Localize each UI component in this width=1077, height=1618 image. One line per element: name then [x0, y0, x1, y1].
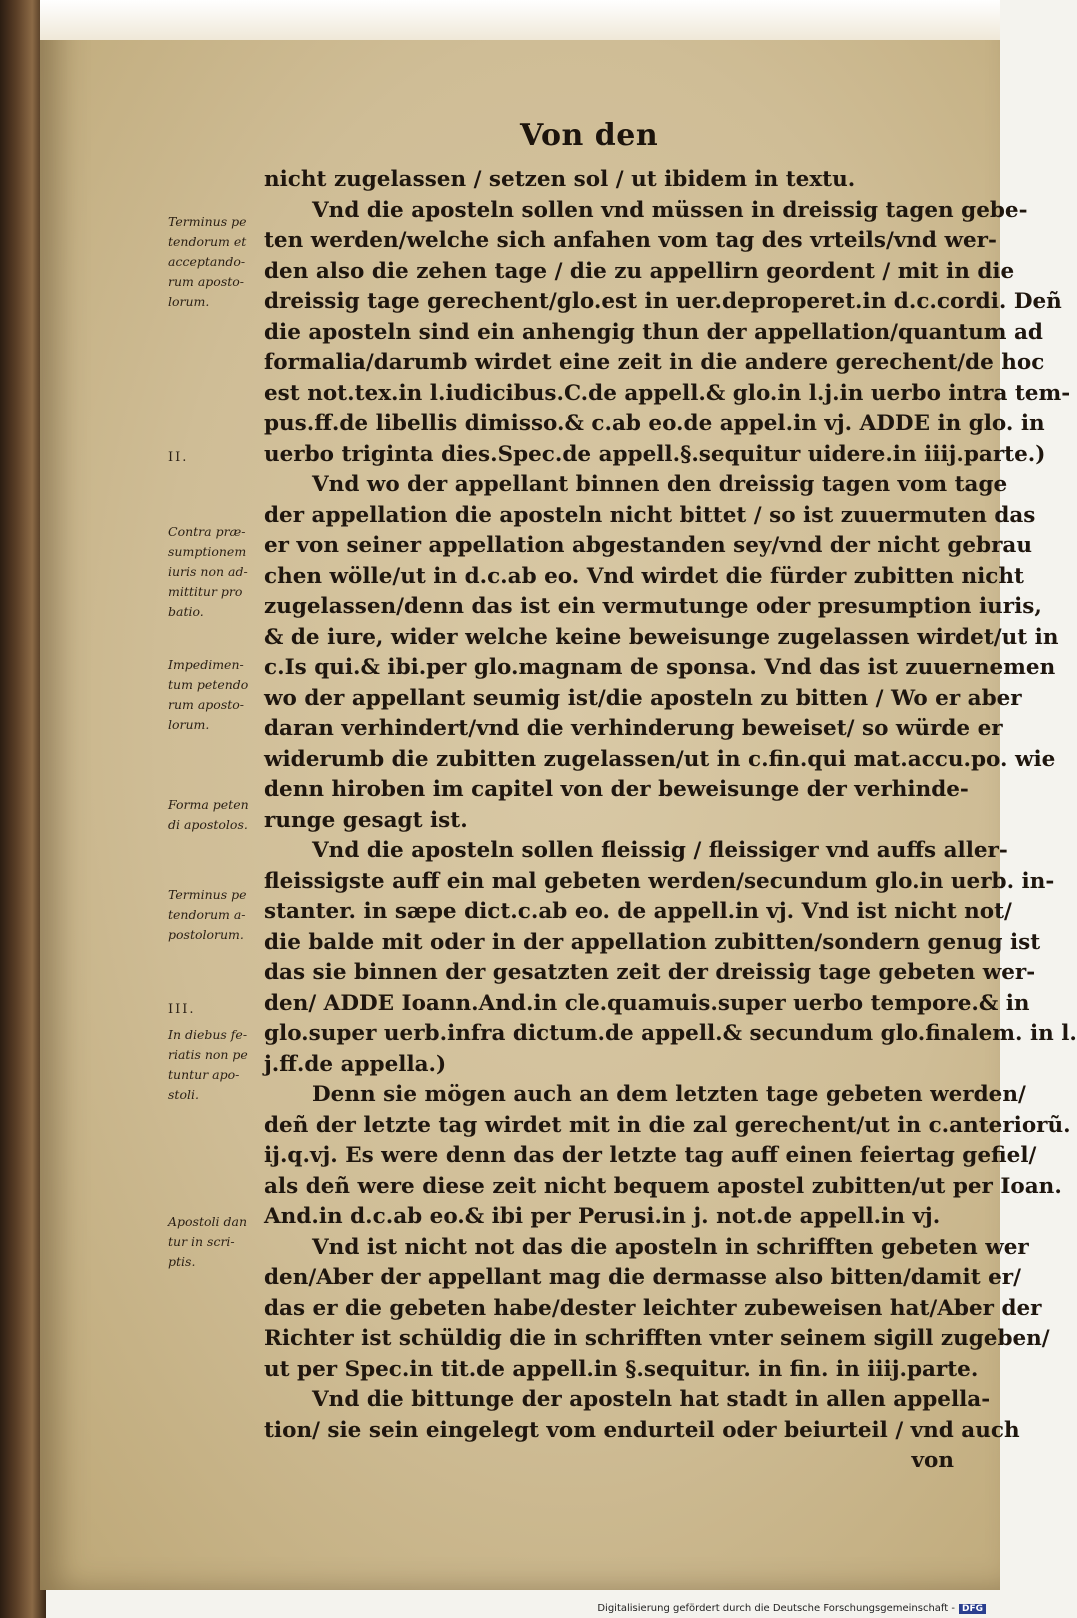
margin-note-line: Contra præ- — [168, 524, 246, 539]
text-line: den/ ADDE Ioann.And.in cle.quamuis.super uerbo tempore.& in — [264, 990, 1030, 1016]
margin-note-line: Impedimen- — [168, 657, 244, 672]
margin-note-line: tendorum a- — [168, 907, 246, 922]
text-line: j.ff.de appella.) — [264, 1051, 447, 1077]
margin-note — [168, 1212, 262, 1272]
margin-note-line: di apostolos. — [168, 817, 248, 832]
margin-note — [168, 448, 262, 468]
text-line: est not.tex.in l.iudicibus.C.de appell.& glo.in l.j.in uerbo intra tem- — [264, 380, 1071, 406]
text-line: stanter. in sæpe dict.c.ab eo. de appell.in vj. Vnd ist nicht not/ — [264, 899, 1012, 924]
margin-note — [168, 655, 262, 735]
text-line: nicht zugelassen / setzen sol / ut ibidem in textu. — [264, 167, 856, 192]
margin-note — [168, 795, 262, 835]
margin-note-line: II. — [168, 450, 189, 465]
text-line: von — [911, 1448, 954, 1473]
text-line: pus.ff.de libellis dimisso.& c.ab eo.de appel.in vj. ADDE in glo. in — [264, 411, 1045, 436]
text-line: deñ der letzte tag wirdet mit in die zal gerechent/ut in c.anteriorũ. — [264, 1112, 1071, 1138]
margin-note-line: tuntur apo- — [168, 1067, 240, 1082]
text-line: ten werden/welche sich anfahen vom tag des vrteils/vnd wer- — [264, 228, 997, 253]
text-line: Vnd die aposteln sollen fleissig / fleissiger vnd auffs aller- — [312, 838, 1008, 863]
text-line: denn hiroben im capitel von der beweisunge der verhinde- — [264, 777, 969, 802]
margin-note — [168, 1000, 262, 1020]
margin-note-line: batio. — [168, 604, 204, 619]
text-line: die balde mit oder in der appellation zubitten/sondern genug ist — [264, 929, 1041, 955]
margin-note-line: iuris non ad- — [168, 564, 248, 579]
text-line: uerbo triginta dies.Spec.de appell.§.sequitur uidere.in iiij.parte.) — [264, 441, 1046, 467]
margin-note-line: riatis non pe — [168, 1047, 248, 1062]
margin-note-line: tendorum et — [168, 234, 247, 249]
text-line: Vnd die bittunge der aposteln hat stadt in allen appella- — [312, 1387, 991, 1412]
text-line: dreissig tage gerechent/glo.est in uer.deproperet.in d.c.cordi. Deñ — [264, 289, 1062, 314]
text-line: den/Aber der appellant mag die dermasse also bitten/damit er/ — [264, 1265, 1021, 1290]
text-line: das er die gebeten habe/dester leichter zubeweisen hat/Aber der — [264, 1295, 1042, 1321]
margin-note-line: Terminus pe — [168, 887, 247, 902]
text-line: er von seiner appellation abgestanden sey/vnd der nicht gebrau — [264, 533, 1032, 558]
text-line: Vnd die aposteln sollen vnd müssen in dreissig tagen gebe- — [312, 197, 1028, 223]
text-line: Vnd ist nicht not das die aposteln in schrifften gebeten wer — [312, 1234, 1029, 1260]
margin-note-line: Apostoli dan — [168, 1214, 247, 1229]
margin-note-line: mittitur pro — [168, 584, 243, 599]
text-line: And.in d.c.ab eo.& ibi per Perusi.in j. not.de appell.in vj. — [264, 1204, 941, 1229]
margin-note-line: tum petendo — [168, 677, 249, 692]
credit-text: Digitalisierung gefördert durch die Deutsche Forschungsgemeinschaft - — [597, 1603, 955, 1614]
margin-note — [168, 885, 262, 945]
text-line: fleissigste auff ein mal gebeten werden/secundum glo.in uerb. in- — [264, 868, 1055, 894]
margin-note — [168, 212, 262, 312]
text-line: Richter ist schüldig die in schrifften vnter seinem sigill zugeben/ — [264, 1326, 1050, 1351]
margin-note-line: rum aposto- — [168, 274, 245, 289]
margin-note-line: acceptando- — [168, 254, 246, 269]
text-line: der appellation die aposteln nicht bittet / so ist zuuermuten das — [264, 502, 1036, 528]
text-line: daran verhindert/vnd die verhinderung beweiset/ so würde er — [264, 716, 1003, 741]
text-line: das sie binnen der gesatzten zeit der dreissig tage gebeten wer- — [264, 960, 1036, 985]
running-head: Von den — [520, 118, 659, 153]
text-line: widerumb die zubitten zugelassen/ut in c.fin.qui mat.accu.po. wie — [264, 746, 1056, 772]
margin-note-line: stoli. — [168, 1087, 199, 1102]
text-line: den also die zehen tage / die zu appellirn geordent / mit in die — [264, 258, 1015, 284]
margin-note-line: Forma peten — [168, 797, 249, 812]
dfg-logo: DFG — [959, 1604, 986, 1614]
text-line: formalia/darumb wirdet eine zeit in die andere gerechent/de hoc — [264, 350, 1045, 375]
digitization-credit — [597, 1603, 986, 1614]
margin-note-line: lorum. — [168, 294, 210, 309]
text-line: tion/ sie sein eingelegt vom endurteil oder beiurteil / vnd auch — [264, 1417, 1020, 1443]
margin-note-line: III. — [168, 1002, 196, 1017]
text-line: ut per Spec.in tit.de appell.in §.sequitur. in fin. in iiij.parte. — [264, 1356, 979, 1382]
text-line: runge gesagt ist. — [264, 807, 468, 833]
text-line: glo.super uerb.infra dictum.de appell.& secundum glo.finalem. in l. — [264, 1021, 1077, 1046]
margin-note-line: ptis. — [168, 1254, 196, 1269]
text-line: ij.q.vj. Es were denn das der letzte tag auff einen feiertag gefiel/ — [264, 1143, 1037, 1168]
margin-note-line: tur in scri- — [168, 1234, 235, 1249]
margin-note — [168, 522, 262, 622]
margin-note-line: In diebus fe- — [168, 1027, 248, 1042]
text-line: c.Is qui.& ibi.per glo.magnam de sponsa. Vnd das ist zuuernemen — [264, 655, 1056, 680]
margin-note-line: lorum. — [168, 717, 210, 732]
scan-top-border — [40, 0, 1000, 40]
text-line: zugelassen/denn das ist ein vermutunge oder presumption iuris, — [264, 594, 1042, 619]
text-line: wo der appellant seumig ist/die aposteln zu bitten / Wo er aber — [264, 685, 1022, 711]
text-line: Vnd wo der appellant binnen den dreissig tagen vom tage — [312, 472, 1008, 497]
margin-note — [168, 1025, 262, 1105]
text-line: chen wölle/ut in d.c.ab eo. Vnd wirdet die fürder zubitten nicht — [264, 563, 1024, 589]
margin-note-line: sumptionem — [168, 544, 247, 559]
text-line: die aposteln sind ein anhengig thun der appellation/quantum ad — [264, 319, 1043, 345]
margin-note-line: postolorum. — [168, 927, 244, 942]
text-line: Denn sie mögen auch an dem letzten tage gebeten werden/ — [312, 1082, 1026, 1107]
text-line: als deñ were diese zeit nicht bequem apostel zubitten/ut per Ioan. — [264, 1173, 1062, 1199]
margin-note-line: Terminus pe — [168, 214, 247, 229]
text-line: & de iure, wider welche keine beweisunge zugelassen wirdet/ut in — [264, 624, 1059, 650]
margin-note-line: rum aposto- — [168, 697, 245, 712]
main-text-block — [264, 165, 1077, 1477]
